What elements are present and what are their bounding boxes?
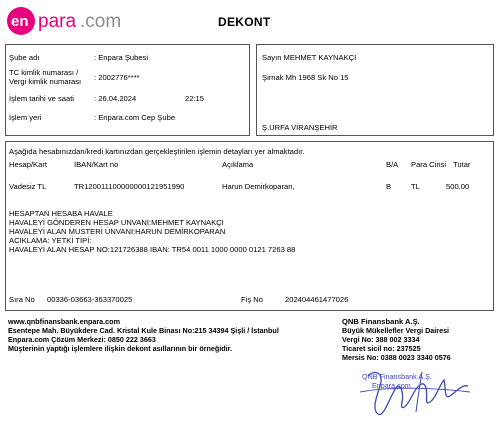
mersis-number: Mersis No: 0388 0023 3340 0576 — [342, 353, 451, 362]
col-para-cinsi: Para Cinsi — [411, 160, 447, 169]
value-yer: : Enpara.com Cep Şube — [94, 113, 176, 122]
cell-tutar: 500.00 — [446, 182, 470, 191]
label-tc-2: Vergi kimlik numarası — [9, 77, 82, 86]
recipient-address: Şirnak Mh 1968 Sk No 15 — [262, 73, 349, 82]
cell-ba: B — [386, 182, 392, 191]
stamp-line-1: QNB Finansbank A.Ş. — [362, 372, 432, 381]
cell-aciklama: Harun Demirkoparan, — [222, 182, 295, 191]
intro-text: Aşağıda hesabınızdan/kredi kartınızdan gerçekleştirilen işlemin detayları yer almaktadır. — [9, 147, 305, 156]
footer-address: Esentepe Mah. Büyükdere Cad. Kristal Kule Binası No:215 34394 Şişli / İstanbul — [8, 326, 279, 335]
recipient-name: Sayın MEHMET KAYNAKÇI — [262, 53, 357, 62]
trade-registry: Ticaret sicil no: 237525 — [342, 344, 421, 353]
label-yer: İşlem yeri — [9, 113, 42, 122]
logo-suffix: .com — [80, 11, 122, 32]
label-tarih: İşlem tarihi ve saati — [9, 94, 74, 103]
recipient-city: Ş.URFA VİRANŞEHİR — [262, 123, 338, 132]
footer-phone: Enpara.com Çözüm Merkezi: 0850 222 3663 — [8, 335, 156, 344]
footer-website: www.qnbfinansbank.enpara.com — [8, 317, 120, 326]
stamp-line-2: Enpara.com — [372, 381, 411, 390]
logo-prefix: en — [11, 13, 29, 30]
label-sube: Şube adı — [9, 53, 40, 62]
value-tc: : 2002776**** — [94, 73, 140, 82]
value-tarih: : 26.04.2024 — [94, 94, 137, 103]
enpara-logo — [6, 6, 126, 34]
handwritten-signature — [340, 362, 480, 422]
cell-hesap-kart: Vadesiz TL — [9, 182, 47, 191]
tax-number: Vergi No: 388 002 3334 — [342, 335, 420, 344]
detail-line-2: HAVALEYİ GÖNDEREN HESAP UNVANI:MEHMET KAYNAKÇI — [9, 218, 224, 227]
value-saat: 22:15 — [185, 94, 205, 103]
col-aciklama: Açıklama — [222, 160, 254, 169]
col-hesap-kart: Hesap/Kart — [9, 160, 47, 169]
col-iban: IBAN/Kart no — [74, 160, 119, 169]
sira-label: Sıra No — [9, 295, 35, 304]
cell-para-cinsi: TL — [411, 182, 420, 191]
fis-label: Fiş No — [241, 295, 263, 304]
detail-line-1: HESAPTAN HESABA HAVALE — [9, 209, 113, 218]
footer-note: Müşterinin yaptığı işlemlere ilişkin dekont asıllarının bir örneğidir. — [8, 344, 233, 353]
fis-value: 202404461477026 — [285, 295, 349, 304]
document-title: DEKONT — [218, 15, 271, 29]
tax-office: Büyük Mükellefler Vergi Dairesi — [342, 326, 450, 335]
detail-line-4: ACIKLAMA: YETKİ TİPİ: — [9, 236, 92, 245]
logo-name: para — [38, 11, 77, 32]
sira-value: 00336-03663-363370025 — [47, 295, 133, 304]
col-tutar: Tutar — [453, 160, 471, 169]
signature-stamp — [340, 362, 480, 422]
col-ba: B/A — [386, 160, 399, 169]
label-tc-1: TC kimlik numarası / — [9, 68, 79, 77]
value-sube: : Enpara Şubesi — [94, 53, 149, 62]
detail-line-3: HAVALEYİ ALAN MUSTERİ UNVANI:HARUN DEMİRKOPARAN — [9, 227, 226, 236]
detail-line-5: HAVALEYİ ALAN HESAP NO:121726388 IBAN: TR54 0011 1000 0000 0121 7263 88 — [9, 245, 296, 254]
bank-name: QNB Finansbank A.Ş. — [342, 317, 420, 326]
cell-iban: TR120011100000000121951990 — [74, 182, 185, 191]
